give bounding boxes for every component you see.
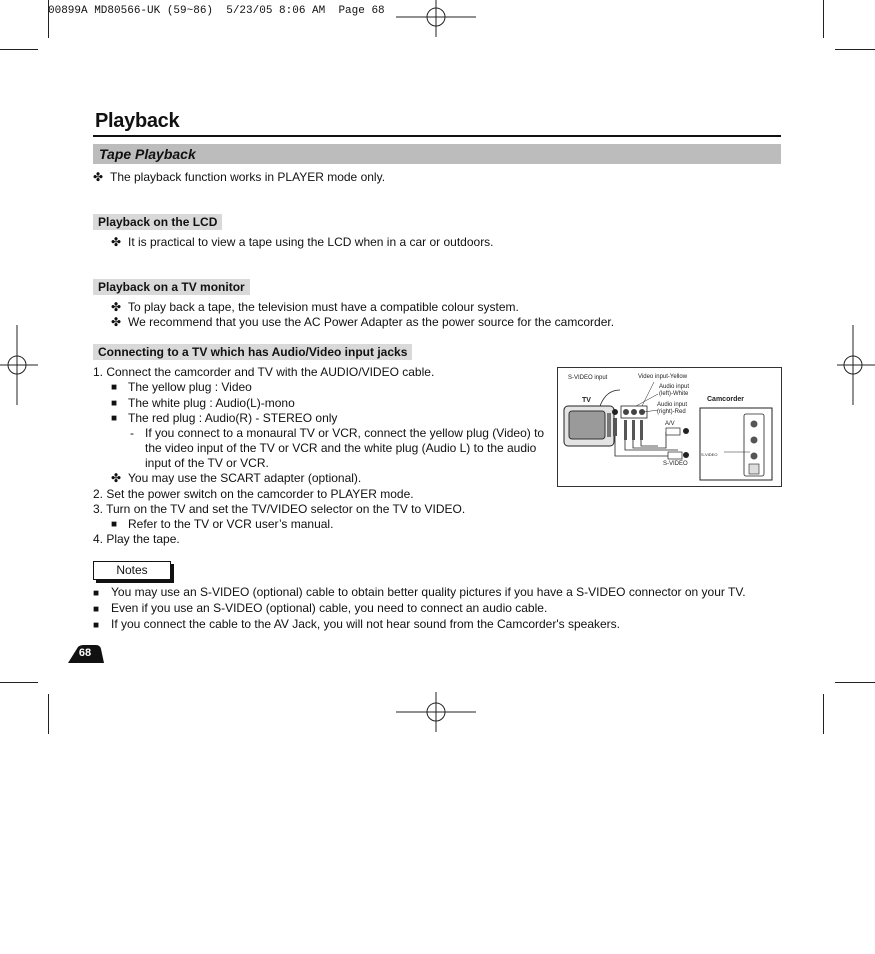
- connect-heading: Connecting to a TV which has Audio/Video input jacks: [93, 344, 412, 360]
- step-3: 3. Turn on the TV and set the TV/VIDEO selector on the TV to VIDEO.: [93, 502, 466, 516]
- registration-mark-right: [837, 325, 875, 405]
- crop-mark: [835, 49, 875, 50]
- registration-mark-bottom: [396, 692, 476, 732]
- title-rule: [93, 135, 781, 137]
- connection-diagram: [557, 367, 782, 487]
- crop-mark: [0, 49, 38, 50]
- crop-mark: [48, 694, 49, 734]
- audio-right-label-1: Audio input: [657, 402, 688, 408]
- tv-text-2: We recommend that you use the AC Power Adapter as the power source for the camcorder.: [128, 315, 615, 329]
- step-1: 1. Connect the camcorder and TV with the AUDIO/VIDEO cable.: [93, 365, 435, 379]
- note-bullet: ■: [93, 588, 100, 599]
- print-header: 00899A MD80566-UK (59~86) 5/23/05 8:06 AM Page 68: [48, 5, 385, 17]
- audio-left-label-1: Audio input: [659, 384, 690, 390]
- audio-right-label-2: (right)-Red: [657, 409, 686, 415]
- section-title: Tape Playback: [99, 146, 196, 162]
- section-band: [93, 144, 781, 164]
- crop-mark: [823, 0, 824, 38]
- page-title: Playback: [95, 110, 180, 132]
- plug-yellow: The yellow plug : Video: [128, 380, 252, 394]
- lcd-bullet-symbol: ✤: [111, 235, 122, 249]
- plug-red: The red plug : Audio(R) - STEREO only: [128, 411, 338, 425]
- tv-heading: Playback on a TV monitor: [93, 279, 250, 295]
- tv-bullet-symbol: ✤: [111, 315, 122, 329]
- plug-bullet: ■: [111, 413, 118, 424]
- note-2: Even if you use an S-VIDEO (optional) cable, you need to connect an audio cable.: [111, 601, 548, 615]
- crop-mark: [835, 682, 875, 683]
- av-label: A/V: [665, 421, 675, 427]
- lcd-text: It is practical to view a tape using the LCD when in a car or outdoors.: [128, 235, 494, 249]
- page-number: 68: [78, 647, 92, 659]
- step-2: 2. Set the power switch on the camcorder to PLAYER mode.: [93, 487, 414, 501]
- plug-bullet: ■: [111, 382, 118, 393]
- plug-bullet: ■: [111, 398, 118, 409]
- crop-mark: [823, 694, 824, 734]
- audio-left-label-2: (left)-White: [659, 391, 689, 397]
- note-bullet: ■: [93, 620, 100, 631]
- video-input-yellow-label: Video input-Yellow: [638, 374, 688, 380]
- note-1: You may use an S-VIDEO (optional) cable to obtain better quality pictures if you have a S-VIDEO connector on your TV.: [111, 585, 746, 599]
- step-4: 4. Play the tape.: [93, 532, 180, 546]
- svideo-label: S-VIDEO: [663, 461, 688, 467]
- mono-note: If you connect to a monaural TV or VCR, connect the yellow plug (Video) to the video input of the TV or VCR and the white plug (Audio L) to the audio input of the TV or VCR.: [145, 426, 545, 470]
- plug-white: The white plug : Audio(L)-mono: [128, 396, 295, 410]
- tv-bullet-symbol: ✤: [111, 300, 122, 314]
- svideo-input-label: S-VIDEO input: [568, 375, 608, 381]
- step-3-sub: Refer to the TV or VCR user’s manual.: [128, 517, 334, 531]
- crop-mark: [0, 682, 38, 683]
- notes-label: Notes: [93, 561, 171, 580]
- mono-dash: -: [130, 426, 134, 440]
- intro-bullet-symbol: ✤: [93, 170, 104, 184]
- registration-mark-top: [396, 0, 476, 40]
- scart-bullet-symbol: ✤: [111, 471, 122, 485]
- lcd-heading: Playback on the LCD: [93, 214, 222, 230]
- tv-text-1: To play back a tape, the television must have a compatible colour system.: [128, 300, 519, 314]
- registration-mark-left: [0, 325, 38, 405]
- note-bullet: ■: [93, 604, 100, 615]
- svideo-small-label: S-VIDEO: [701, 452, 718, 457]
- tv-label: TV: [582, 397, 591, 404]
- intro-text: The playback function works in PLAYER mode only.: [110, 170, 386, 184]
- camcorder-label: Camcorder: [707, 396, 744, 403]
- step3-bullet: ■: [111, 519, 118, 530]
- note-3: If you connect the cable to the AV Jack, you will not hear sound from the Camcorder's speakers.: [111, 617, 620, 631]
- scart-text: You may use the SCART adapter (optional).: [128, 471, 362, 485]
